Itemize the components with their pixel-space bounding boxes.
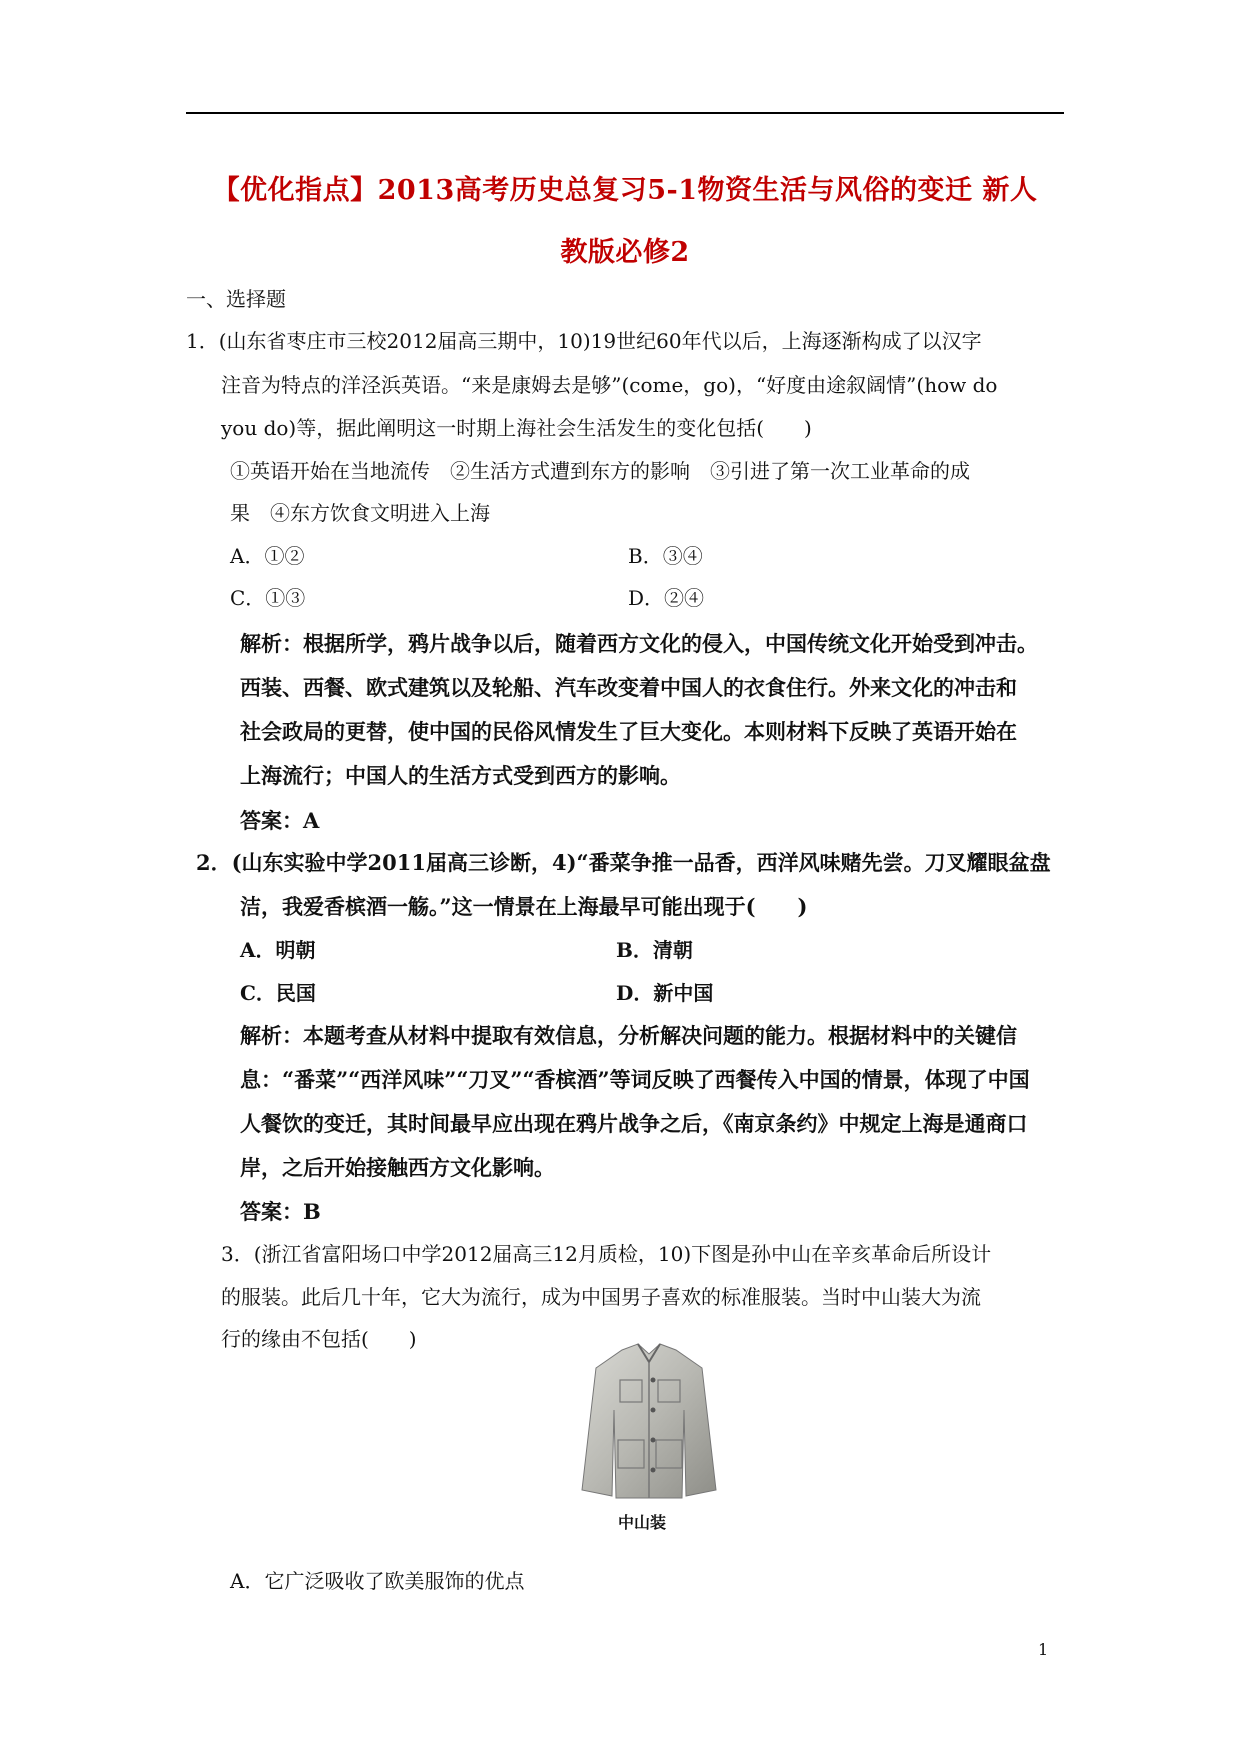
- header-rule: [186, 112, 1064, 114]
- q2-analysis-line4: 岸，之后开始接触西方文化影响。: [240, 1155, 555, 1180]
- q1-analysis-line1: 解析：根据所学，鸦片战争以后，随着西方文化的侵入，中国传统文化开始受到冲击。: [240, 631, 1038, 656]
- q1-option-b: B．③④: [628, 544, 703, 568]
- q2-line2: 洁，我爱香槟酒一觞。”这一情景在上海最早可能出现于( ): [240, 894, 808, 919]
- q3-line3: 行的缘由不包括( ): [221, 1327, 417, 1351]
- zhongshan-suit-image: [574, 1340, 724, 1504]
- document-title-line1: 【优化指点】2013高考历史总复习5-1物资生活与风俗的变迁 新人: [212, 175, 1038, 206]
- q2-option-c: C．民国: [240, 981, 316, 1005]
- q2-line1: 2．(山东实验中学2011届高三诊断，4)“番菜争推一品香，西洋风味赌先尝。刀叉耀眼盆盘: [196, 850, 1051, 875]
- q1-answer: 答案：A: [240, 808, 320, 833]
- q3-option-a: A．它广泛吸收了欧美服饰的优点: [230, 1569, 525, 1593]
- q2-answer: 答案：B: [240, 1199, 321, 1224]
- q1-analysis-line4: 上海流行；中国人的生活方式受到西方的影响。: [240, 763, 681, 788]
- q2-analysis-line3: 人餐饮的变迁，其时间最早应出现在鸦片战争之后，《南京条约》中规定上海是通商口: [240, 1111, 1028, 1136]
- section-heading: 一、选择题: [186, 287, 286, 311]
- figure-caption: 中山装: [618, 1513, 667, 1532]
- q1-option-a: A．①②: [230, 544, 305, 568]
- q1-analysis-line3: 社会政局的更替，使中国的民俗风情发生了巨大变化。本则材料下反映了英语开始在: [240, 719, 1017, 744]
- q1-option-d: D．②④: [628, 586, 705, 610]
- document-title-line2: 教版必修2: [560, 237, 690, 268]
- q3-line2: 的服装。此后几十年，它大为流行，成为中国男子喜欢的标准服装。当时中山装大为流: [221, 1285, 981, 1309]
- q1-statement-line1: ①英语开始在当地流传 ②生活方式遭到东方的影响 ③引进了第一次工业革命的成: [230, 459, 970, 483]
- q2-analysis-line1: 解析：本题考查从材料中提取有效信息，分析解决问题的能力。根据材料中的关键信: [240, 1023, 1017, 1048]
- q1-line2: 注音为特点的洋泾浜英语。“来是康姆去是够”(come，go)，“好度由途叙阔情”(how do: [221, 373, 998, 397]
- page-number: 1: [1038, 1640, 1049, 1659]
- q3-line1: 3．(浙江省富阳场口中学2012届高三12月质检，10)下图是孙中山在辛亥革命后所设计: [221, 1242, 992, 1266]
- q1-line3: you do)等，据此阐明这一时期上海社会生活发生的变化包括( ): [221, 416, 812, 440]
- q2-analysis-line2: 息：“番菜”“西洋风味”“刀叉”“香槟酒”等词反映了西餐传入中国的情景，体现了中国: [240, 1067, 1030, 1092]
- q2-option-a: A．明朝: [240, 938, 316, 962]
- q1-analysis-line2: 西装、西餐、欧式建筑以及轮船、汽车改变着中国人的衣食住行。外来文化的冲击和: [240, 675, 1017, 700]
- q1-option-c: C．①③: [230, 586, 306, 610]
- q2-option-b: B．清朝: [616, 938, 693, 962]
- q2-option-d: D．新中国: [616, 981, 714, 1005]
- q1-line1: 1．(山东省枣庄市三校2012届高三期中，10)19世纪60年代以后，上海逐渐构成了以汉字: [186, 329, 982, 353]
- q1-statement-line2: 果 ④东方饮食文明进入上海: [230, 501, 490, 525]
